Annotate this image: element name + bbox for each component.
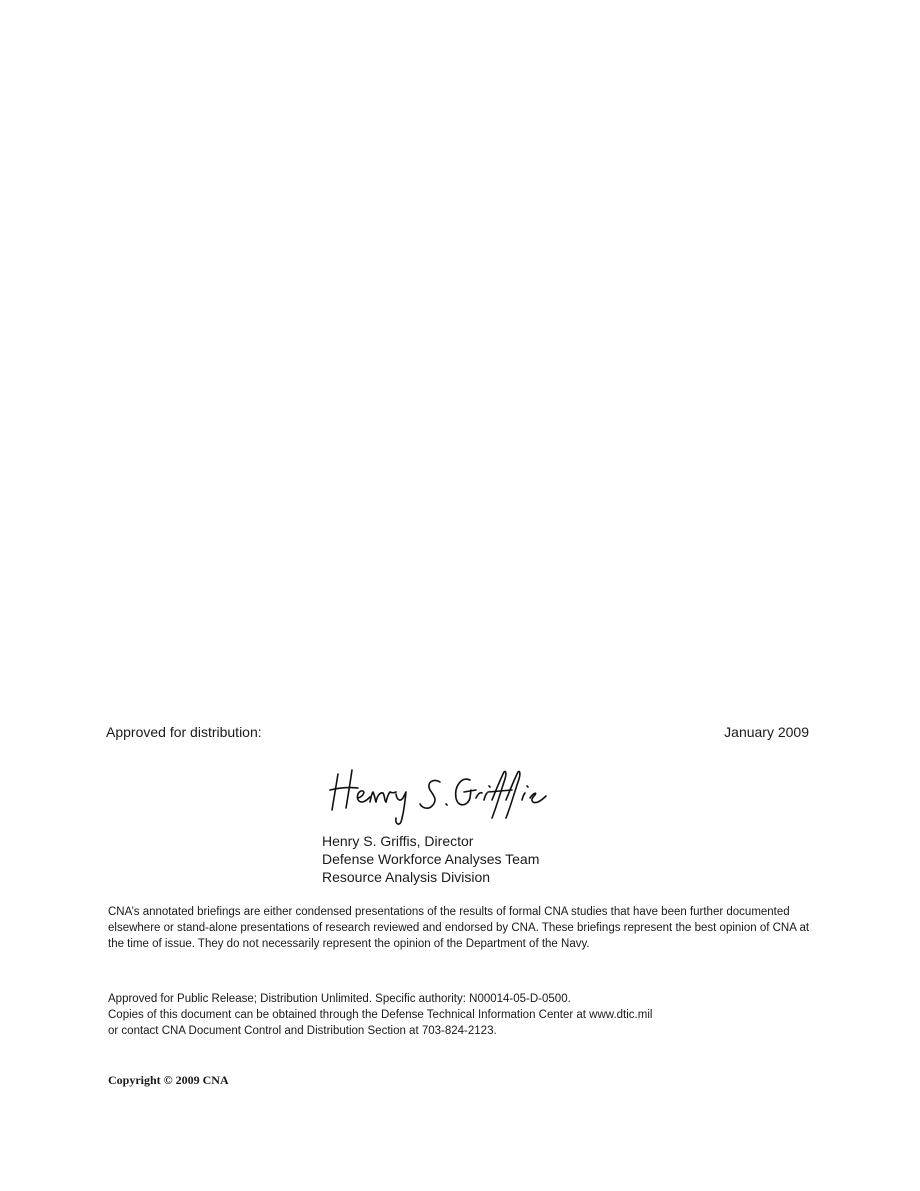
signer-block [322, 832, 539, 886]
release-authority-line: Approved for Public Release; Distribution Unlimited. Specific authority: N00014-05-D-0500. [108, 993, 571, 1005]
release-contact-line: or contact CNA Document Control and Distribution Section at 703-824-2123. [108, 1025, 497, 1037]
signer-division: Resource Analysis Division [322, 869, 491, 885]
approval-date: January 2009 [724, 724, 809, 740]
signer-team: Defense Workforce Analyses Team [322, 851, 540, 867]
release-block [108, 991, 652, 1039]
disclaimer-paragraph: CNA’s annotated briefings are either condensed presentations of the results of formal CNA studies that have been further documented elsewhere or stand-alone presentations of research reviewed and endorsed by CNA. These briefings represent the best opinion of CNA at the time of issue. They do not necessarily represent the opinion of the Department of the Navy. [108, 906, 810, 950]
release-copies-line: Copies of this document can be obtained through the Defense Technical Information Center at www.dtic.mil [108, 1009, 653, 1021]
signer-name-title: Henry S. Griffis, Director [322, 833, 474, 849]
approval-label: Approved for distribution: [106, 724, 262, 740]
approval-row [106, 723, 809, 741]
signature-image [328, 760, 558, 828]
copyright-notice: Copyright © 2009 CNA [108, 1073, 229, 1087]
